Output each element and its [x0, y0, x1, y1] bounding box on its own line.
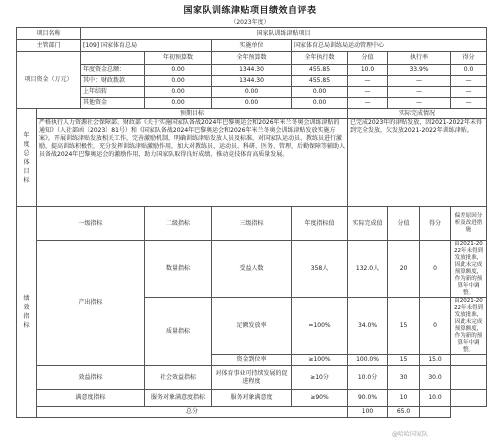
total-row: [17, 407, 487, 418]
perf-row: [17, 241, 487, 298]
perf-col-header: 分值: [388, 207, 420, 241]
perf-l3: 资金到位率: [212, 355, 292, 366]
perf-reason: [451, 390, 487, 407]
perf-l3: 受益人数: [212, 241, 292, 298]
quality-indicator-label: 质量指标: [145, 298, 212, 366]
department-row: [17, 40, 487, 52]
perf-actual: 100.0%: [348, 355, 388, 366]
funds-row-label: 其他资金: [81, 98, 145, 109]
perf-score: 30: [388, 366, 420, 390]
document-subtitle: （2023年度）: [230, 19, 270, 26]
funds-cell: 0.00: [292, 98, 348, 109]
project-name-row: [17, 28, 487, 40]
funds-cell: —: [388, 76, 451, 87]
funds-cell: 0.00: [292, 87, 348, 98]
perf-actual: 10.0分: [348, 366, 388, 390]
perf-target: ≥10分: [292, 366, 348, 390]
perf-col-header: 年度指标值: [292, 207, 348, 241]
perf-actual: 90.0%: [348, 390, 388, 407]
perf-l3: 服务对象满意度: [212, 390, 292, 407]
funds-cell: —: [451, 76, 487, 87]
funds-cell: —: [388, 98, 451, 109]
funds-cell: 0.00: [212, 87, 292, 98]
funds-cell: 1344.30: [212, 76, 292, 87]
total-got: 65.0: [388, 407, 420, 418]
perf-col-header: 得分: [420, 207, 451, 241]
perf-section-label: 绩效指标: [17, 207, 37, 418]
perf-col-header: 一级指标: [37, 207, 145, 241]
goals-expected-text: 严格执行人力资源社会保障部、财政部《关于实施国家队备战2024年巴黎奥运会和2026年米兰冬奥会训练津贴的通知》（人社部函〔2023〕81号）和《国家队备战2024年巴黎奥运会和2026年米兰冬奥会训练津贴发放实施方案》，开展训练津贴发放相关工作，完善激励机制，明确训练津贴发放人员及标准，对国家队运动员、教练员进行激励，提高训练积极性，充分发挥训练津贴激励作用，加大对教练员、运动员、科研、医务、管理、后勤保障等辅助人员备战2024年巴黎奥运会的激励作用，助力国家队取得良好成绩，推动竞技体育高质量发展。: [37, 119, 348, 207]
funds-cell: 455.85: [292, 76, 348, 87]
perf-reason: [451, 355, 487, 366]
perf-row: [17, 390, 487, 407]
dept-label: 主管部门: [17, 40, 81, 52]
funds-cell: 0.0: [451, 65, 487, 76]
funds-col-header: 执行率: [388, 52, 451, 65]
funds-col-header: 得分: [451, 52, 487, 65]
perf-l2: 服务对象满意度指标: [145, 390, 212, 407]
funds-row: [17, 76, 487, 87]
satisfaction-indicator-label: 满意度指标: [37, 390, 145, 407]
funds-cell: —: [451, 87, 487, 98]
funds-cell: 1344.30: [212, 65, 292, 76]
goals-expected-label: 预期目标: [37, 109, 348, 119]
funds-cell: —: [388, 87, 451, 98]
perf-got: 0: [420, 298, 451, 355]
perf-col-header: 三级指标: [212, 207, 292, 241]
funds-col-header: 全年预算数: [212, 52, 292, 65]
perf-got: 30.0: [420, 366, 451, 390]
perf-reason: [451, 366, 487, 390]
goals-actual-text: 已完成2023年的津贴发放，因2021-2022年未得到完全发放，欠发放2021-2022年训练津贴。: [348, 119, 487, 207]
perf-row: [17, 366, 487, 390]
funds-row: [17, 65, 487, 76]
funds-row-label: 年度资金总额：: [81, 65, 145, 76]
goals-actual-label: 实际完成情况: [348, 109, 487, 119]
funds-cell: 0.00: [145, 76, 212, 87]
perf-reason: 由2021-2022年未得到发放批准，因此未完成预算额度，作为新的预算年中调整。: [451, 298, 487, 355]
perf-actual: 132.0人: [348, 241, 388, 298]
funds-cell: 0.00: [145, 98, 212, 109]
perf-score: 15: [388, 298, 420, 355]
impl-value: 国家体育总局训练局运动管理中心: [292, 40, 487, 52]
perf-l3: 足额发放率: [212, 298, 292, 355]
funds-cell: 0.00: [212, 98, 292, 109]
funds-row: [17, 87, 487, 98]
quantity-indicator-label: 数量指标: [145, 241, 212, 298]
perf-score: 20: [388, 241, 420, 298]
funds-header-row: [17, 52, 487, 65]
goals-section-label: 年度总体目标: [17, 109, 37, 207]
effect-indicator-label: 效益指标: [37, 366, 145, 390]
funds-cell: 0.00: [145, 87, 212, 98]
dept-value: [109] 国家体育总局: [81, 40, 212, 52]
funds-row-label: 上年结转: [81, 87, 145, 98]
funds-row-label: 其中：财政拨款: [81, 76, 145, 87]
perf-target: ≥100%: [292, 355, 348, 366]
funds-cell: 33.9%: [388, 65, 451, 76]
perf-target: =100%: [292, 298, 348, 355]
perf-actual: 34.0%: [348, 298, 388, 355]
funds-row: [17, 98, 487, 109]
perf-col-header: 二级指标: [145, 207, 212, 241]
funds-cell: —: [451, 98, 487, 109]
total-label: 总分: [37, 407, 348, 418]
funds-section-label: 项目资金（万元）: [17, 52, 81, 109]
funds-cell: —: [348, 76, 388, 87]
perf-col-header: 偏差原因分析及改进措施: [451, 207, 487, 241]
perf-header-row: [17, 207, 487, 241]
evaluation-table: [16, 27, 487, 418]
perf-target: ≥90%: [292, 390, 348, 407]
document-title: 国家队训练津贴项目绩效自评表: [183, 6, 317, 16]
perf-score: 15: [388, 355, 420, 366]
perf-col-header: 实际完成值: [348, 207, 388, 241]
funds-cell: —: [348, 87, 388, 98]
perf-reason: 由2021-2022年未得到发放批准，因此未完成预算额度，作为新的预算年中调整。: [451, 241, 487, 298]
project-name-label: 项目名称: [17, 28, 81, 40]
impl-label: 实施单位: [212, 40, 292, 52]
total-score: 100: [348, 407, 388, 418]
project-name-value: 国家队训练津贴项目: [81, 28, 487, 40]
perf-score: 10: [388, 390, 420, 407]
perf-l2: 社会效益指标: [145, 366, 212, 390]
goals-header-row: [17, 109, 487, 119]
total-blank: [420, 407, 451, 418]
perf-got: 15.0: [420, 355, 451, 366]
funds-cell: —: [348, 98, 388, 109]
funds-cell: 455.85: [292, 65, 348, 76]
funds-col-header: 全年执行数: [292, 52, 348, 65]
perf-got: 0: [420, 241, 451, 298]
perf-got: 10.0: [420, 390, 451, 407]
funds-col-header: 分值: [348, 52, 388, 65]
watermark: @哈哈国家队: [392, 431, 429, 438]
goals-content-row: [17, 119, 487, 207]
perf-target: 358人: [292, 241, 348, 298]
funds-col-header: 年初预算数: [145, 52, 212, 65]
funds-blank-header: [81, 52, 145, 65]
perf-l3: 对体育事业可持续发展的促进程度: [212, 366, 292, 390]
funds-cell: 0.00: [145, 65, 212, 76]
funds-cell: 10.0: [348, 65, 388, 76]
output-indicator-label: 产出指标: [37, 241, 145, 366]
